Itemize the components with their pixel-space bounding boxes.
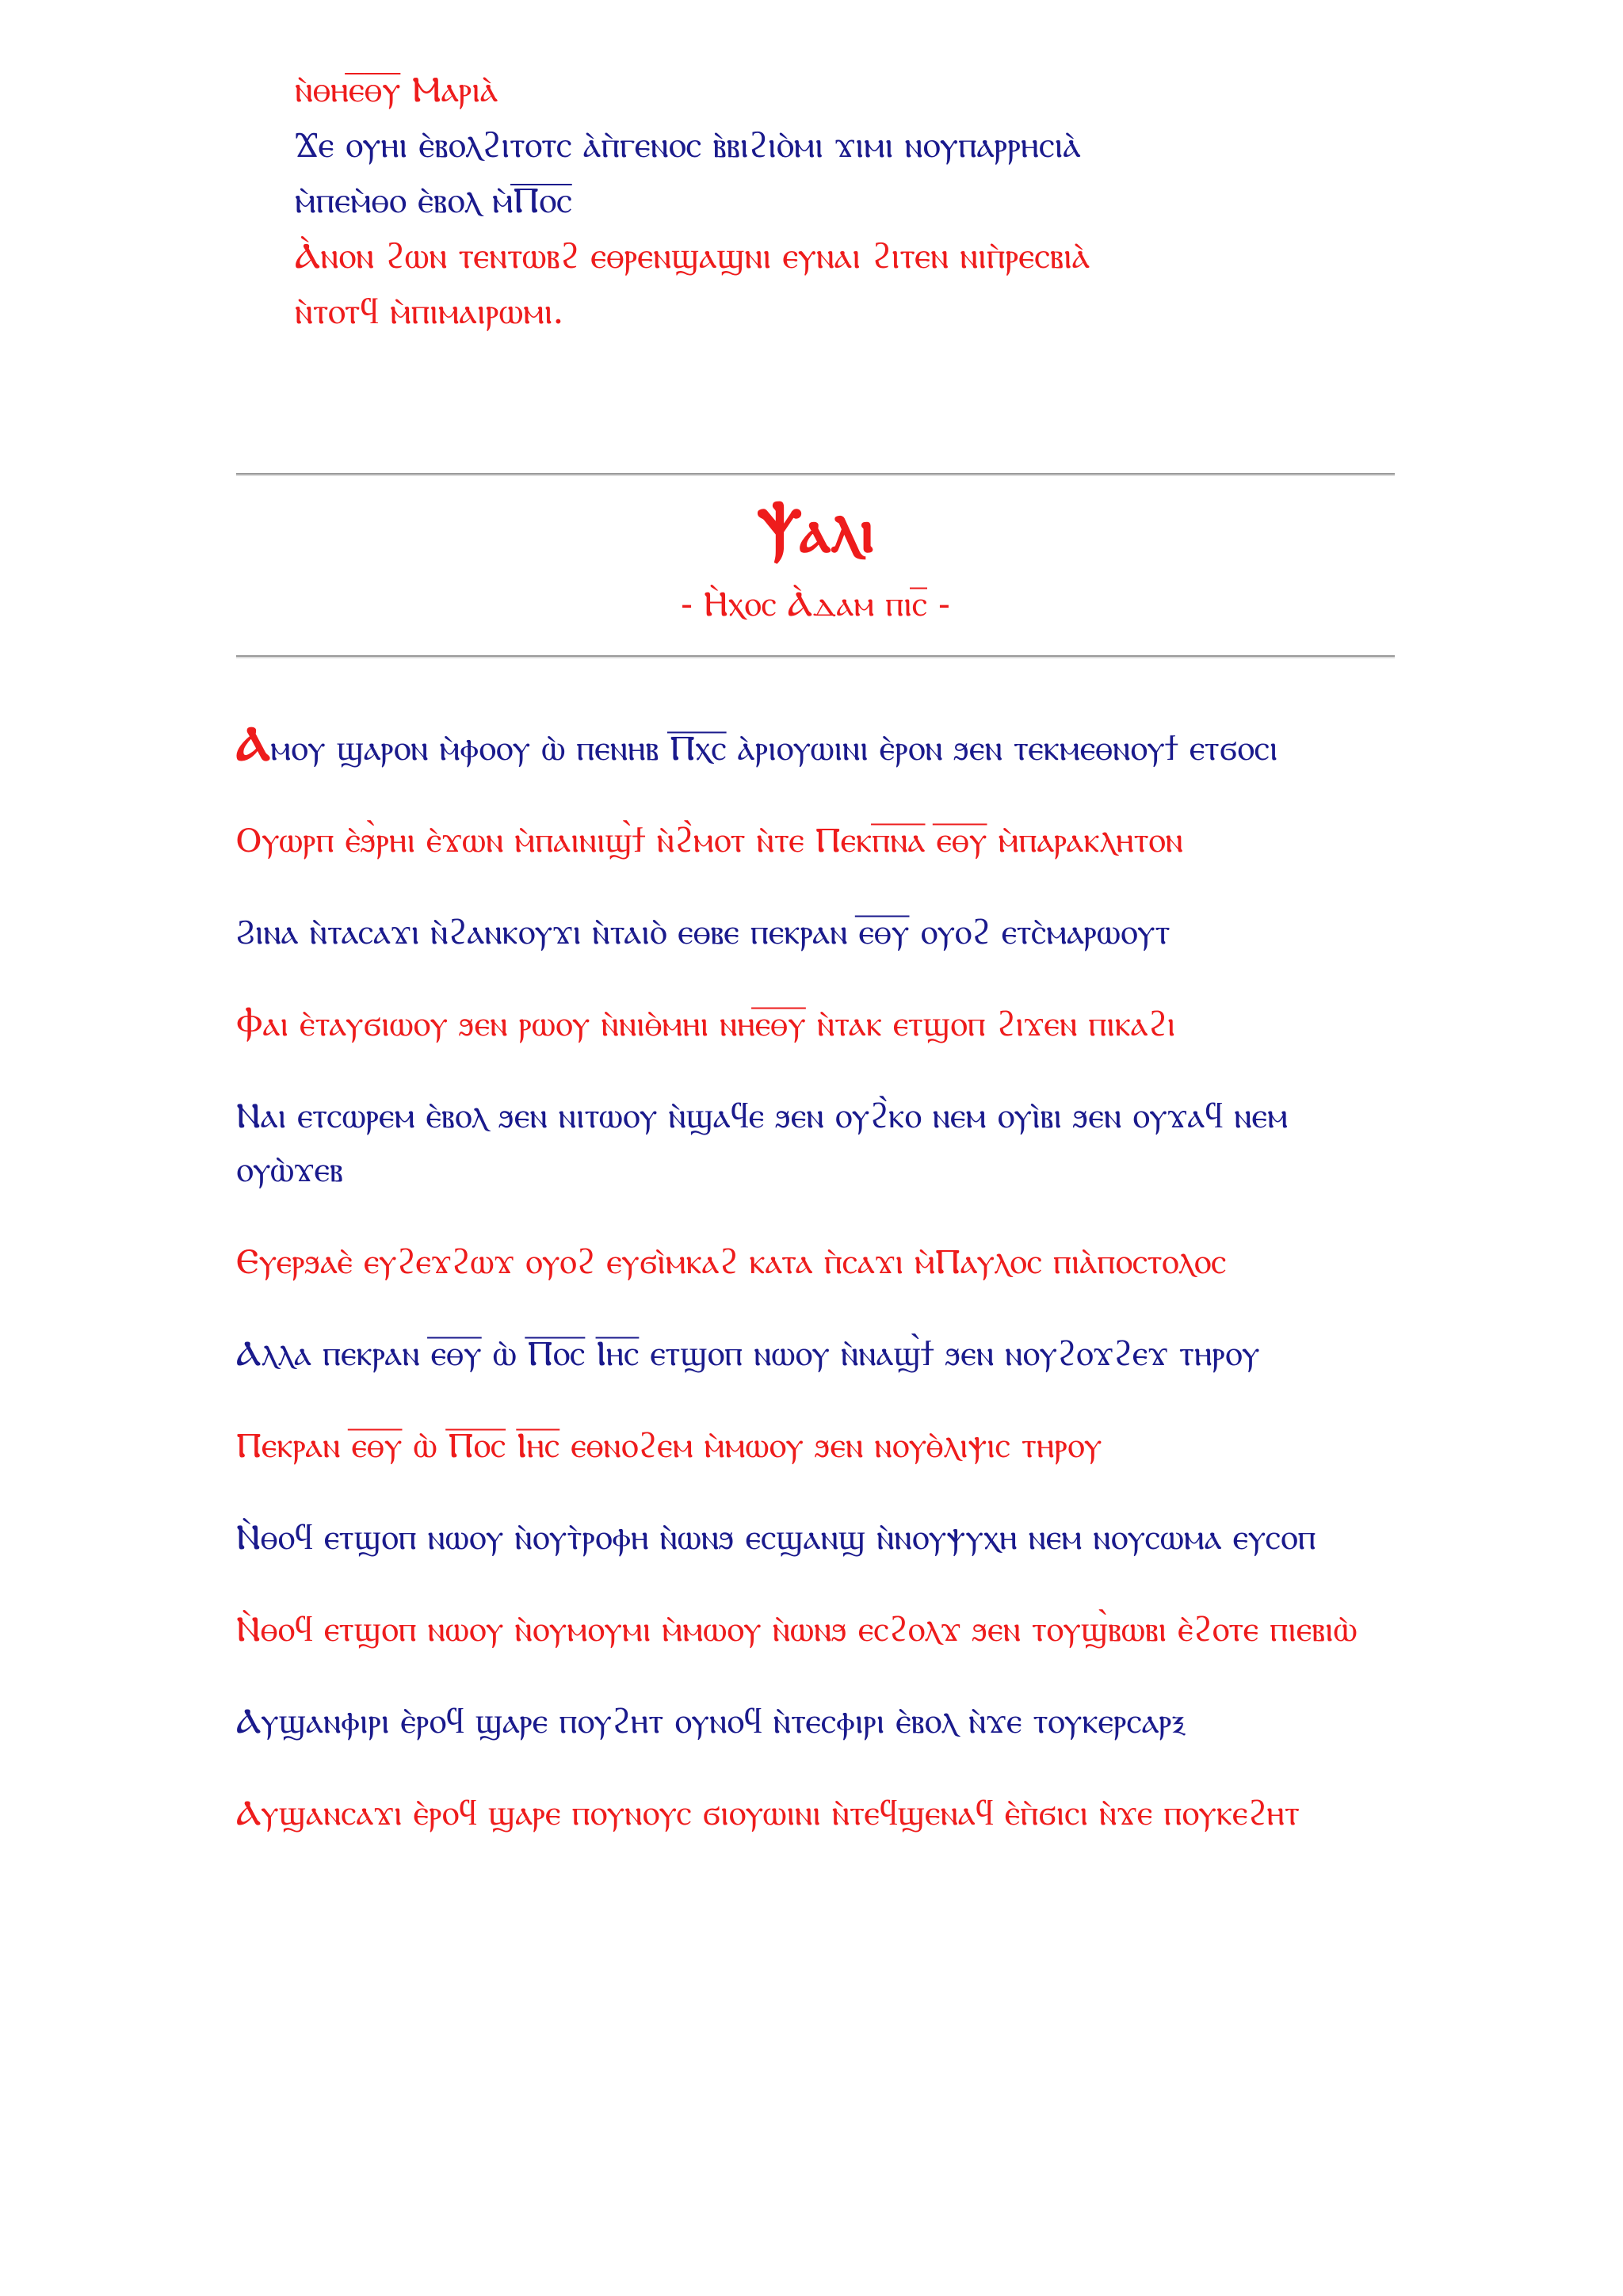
verse — [236, 1695, 1401, 1749]
verse-text: Ⲉⲩⲉⲣϧⲁⲉ̀ ⲉⲩϩⲉϫϩⲱϫ ⲟⲩⲟϩ ⲉⲩϭⲓ̀ⲙⲕⲁϩ ⲕⲁⲧⲁ ⲡ̀ⲥⲁϫⲓ ⲙ̀Ⲡⲁⲩⲗⲟⲥ ⲡⲓⲁ̀ⲡⲟⲥⲧⲟⲗⲟⲥ — [236, 1241, 1227, 1282]
verse — [236, 997, 1401, 1051]
text-line: ⲛ̀ⲧⲟⲧϥ ⲙ̀ⲡⲓⲙⲁⲓⲣⲱⲙⲓ. — [295, 290, 564, 332]
verse — [236, 1327, 1401, 1381]
verse-text: Ⲛⲁⲓ ⲉⲧⲥⲱⲣⲉⲙ ⲉ̀ⲃⲟⲗ ϧⲉⲛ ⲛⲓⲧⲱⲟⲩ ⲛ̀ϣⲁϥⲉ ϧⲉⲛ ⲟⲩϩ̀ⲕⲟ ⲛⲉⲙ ⲟⲩⲓ̀ⲃⲓ ϧⲉⲛ ⲟⲩϫⲁϥ ⲛⲉⲙ ⲟⲩⲱ̀ϫⲉⲃ — [236, 1096, 1288, 1190]
verse-text: Ⲛ̀ⲑⲟϥ ⲉⲧϣⲟⲡ ⲛⲱⲟⲩ ⲛ̀ⲟⲩⲧ̀ⲣⲟⲫⲏ ⲛ̀ⲱⲛϧ ⲉⲥϣⲁⲛϣ ⲛ̀ⲛⲟⲩⲯⲩⲭⲏ ⲛⲉⲙ ⲛⲟⲩⲥⲱⲙⲁ ⲉⲩⲥⲟⲡ — [236, 1517, 1316, 1558]
verse-text: Ⲁⲩϣⲁⲛⲥⲁϫⲓ ⲉ̀ⲣⲟϥ ϣⲁⲣⲉ ⲡⲟⲩⲛⲟⲩⲥ ϭⲓⲟⲩⲱⲓⲛⲓ ⲛ̀ⲧⲉϥϣⲉⲛⲁϥ ⲉ̀ⲡ̀ϭⲓⲥⲓ ⲛ̀ϫⲉ ⲡⲟⲩⲕⲉϩⲏⲧ — [236, 1793, 1300, 1833]
verse — [236, 1419, 1401, 1473]
text-line: ⲙ̀ⲡⲉⲙ̀ⲑⲟ ⲉ̀ⲃⲟⲗ ⲙ̀Ⲡ̅ⲟ̅ⲥ̅ — [295, 179, 572, 221]
section-subtitle: - Ⲏ̀ⲭⲟⲥ Ⲁ̀ⲇⲁⲙ ⲡⲓⲥ̅ - — [681, 584, 950, 624]
verse-text: Ⲟⲩⲱⲣⲡ ⲉ̀ϧ̀ⲣⲏⲓ ⲉ̀ϫⲱⲛ ⲙ̀ⲡⲁⲓⲛⲓϣ̀ϯ ⲛ̀ϩ̀ⲙⲟⲧ ⲛ̀ⲧⲉ Ⲡⲉⲕⲡ̅ⲛ̅ⲁ̅ ⲉ̅ⲑ̅ⲩ̅ ⲙ̀ⲡⲁⲣⲁⲕⲗⲏⲧⲟⲛ — [236, 820, 1183, 860]
verse — [236, 814, 1401, 868]
text-line: Ⲁ̀ⲛⲟⲛ ϩⲱⲛ ⲧⲉⲛⲧⲱⲃϩ ⲉⲑⲣⲉⲛϣⲁϣⲛⲓ ⲉⲩⲛⲁⲓ ϩⲓⲧⲉⲛ ⲛⲓⲡ̀ⲣⲉⲥⲃⲓⲁ̀ — [295, 235, 1090, 277]
verse-text: ⲙⲟⲩ ϣⲁⲣⲟⲛ ⲙ̀ⲫⲟⲟⲩ ⲱ̀ ⲡⲉⲛⲏⲃ Ⲡ̅ⲭ̅ⲥ̅ ⲁ̀ⲣⲓⲟⲩⲱⲓⲛⲓ ⲉ̀ⲣⲟⲛ ϧⲉⲛ ⲧⲉⲕⲙⲉⲑⲛⲟⲩϯ ⲉⲧϭⲟⲥⲓ — [270, 728, 1278, 769]
verse — [236, 1235, 1401, 1289]
verse — [236, 1787, 1401, 1840]
verse-text: Ⲁⲩϣⲁⲛⲫⲓⲣⲓ ⲉ̀ⲣⲟϥ ϣⲁⲣⲉ ⲡⲟⲩϩⲏⲧ ⲟⲩⲛⲟϥ ⲛ̀ⲧⲉⲥⲫⲓⲣⲓ ⲉ̀ⲃⲟⲗ ⲛ̀ϫⲉ ⲧⲟⲩⲕⲉⲣⲥⲁⲣⲝ — [236, 1701, 1186, 1741]
verse — [236, 906, 1401, 959]
verse-text: Ϩⲓⲛⲁ ⲛ̀ⲧⲁⲥⲁϫⲓ ⲛ̀ϩⲁⲛⲕⲟⲩϫⲓ ⲛ̀ⲧⲁⲓⲟ̀ ⲉⲑⲃⲉ ⲡⲉⲕⲣⲁⲛ ⲉ̅ⲑ̅ⲩ̅ ⲟⲩⲟϩ ⲉⲧⲥ̀ⲙⲁⲣⲱⲟⲩⲧ — [236, 912, 1170, 952]
verse-list — [236, 717, 1401, 1878]
verse-text: Ⲡⲉⲕⲣⲁⲛ ⲉ̅ⲑ̅ⲩ̅ ⲱ̀ Ⲡ̅ⲟ̅ⲥ̅ Ⲓ̅ⲏ̅ⲥ̅ ⲉⲑⲛⲟϩⲉⲙ ⲙ̀ⲙⲱⲟⲩ ϧⲉⲛ ⲛⲟⲩⲑ̀ⲗⲓⲯⲓⲥ ⲧⲏⲣⲟⲩ — [236, 1425, 1102, 1466]
verse — [236, 1603, 1401, 1657]
section-title: Ⲯⲁⲗⲓ — [756, 494, 875, 566]
verse-text: Ⲛ̀ⲑⲟϥ ⲉⲧϣⲟⲡ ⲛⲱⲟⲩ ⲛ̀ⲟⲩⲙⲟⲩⲙⲓ ⲙ̀ⲙⲱⲟⲩ ⲛ̀ⲱⲛϧ ⲉⲥϩⲟⲗϫ ϧⲉⲛ ⲧⲟⲩϣ̀ⲃⲱⲃⲓ ⲉ̀ϩⲟⲧⲉ ⲡⲓⲉⲃⲓⲱ̀ — [236, 1609, 1358, 1650]
previous-section-text — [295, 62, 1373, 339]
text-line: Ϫⲉ ⲟⲩⲏⲓ ⲉ̀ⲃⲟⲗϩⲓⲧⲟⲧⲥ ⲁ̀ⲡ̀ⲅⲉⲛⲟⲥ ⲃ̀ⲃⲓϩⲓⲟ̀ⲙⲓ ϫⲓⲙⲓ ⲛⲟⲩⲡⲁⲣⲣⲏⲥⲓⲁ̀ — [295, 124, 1081, 166]
verse-text: Ⲫⲁⲓ ⲉ̀ⲧⲁⲩϭⲓⲱⲟⲩ ϧⲉⲛ ⲣⲱⲟⲩ ⲛ̀ⲛⲓⲑ̀ⲙⲏⲓ ⲛⲏⲉ̅ⲑ̅ⲩ̅ ⲛ̀ⲧⲁⲕ ⲉⲧϣⲟⲡ ϩⲓϫⲉⲛ ⲡⲓⲕⲁϩⲓ — [236, 1004, 1176, 1044]
verse-initial: Ⲁ — [236, 716, 271, 772]
section-divider-bottom — [236, 655, 1395, 658]
verse-text: Ⲁⲗⲗⲁ ⲡⲉⲕⲣⲁⲛ ⲉ̅ⲑ̅ⲩ̅ ⲱ̀ Ⲡ̅ⲟ̅ⲥ̅ Ⲓ̅ⲏ̅ⲥ̅ ⲉⲧϣⲟⲡ ⲛⲱⲟⲩ ⲛ̀ⲛⲁϣ̀ϯ ϧⲉⲛ ⲛⲟⲩϩⲟϫϩⲉϫ ⲧⲏⲣⲟⲩ — [236, 1333, 1260, 1374]
verse — [236, 717, 1401, 776]
verse — [236, 1089, 1401, 1197]
verse — [236, 1511, 1401, 1565]
text-line: ⲛ̀ⲑⲏⲉ̅ⲑ̅ⲩ̅ Ⲙⲁⲣⲓⲁ̀ — [295, 68, 498, 110]
section-divider-top — [236, 473, 1395, 476]
